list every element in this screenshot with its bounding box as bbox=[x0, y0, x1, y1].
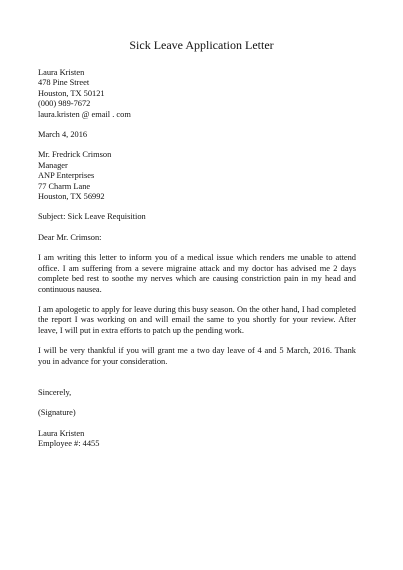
sender-email: laura.kristen @ email . com bbox=[38, 109, 131, 119]
signature-placeholder: (Signature) bbox=[38, 408, 76, 418]
sender-name: Laura Kristen bbox=[38, 68, 85, 77]
letter-body bbox=[38, 68, 356, 450]
recipient-name: Mr. Fredrick Crimson bbox=[38, 150, 112, 160]
salutation: Dear Mr. Crimson: bbox=[38, 232, 102, 242]
subject-line: Subject: Sick Leave Requisition bbox=[38, 212, 146, 222]
body-paragraph-2: I am apologetic to apply for leave during this busy season. On the other hand, I had completed the report I was working on and will email the same to you shortly for your review. After leave, I will put in extra efforts to patch up the pending work. bbox=[38, 304, 356, 335]
recipient-address bbox=[38, 150, 356, 202]
recipient-company: ANP Enterprises bbox=[38, 171, 95, 181]
sender-street: 478 Pine Street bbox=[38, 78, 90, 88]
sender-phone: (000) 989-7672 bbox=[38, 99, 91, 109]
recipient-city: Houston, TX 56992 bbox=[38, 192, 105, 202]
letter-date: March 4, 2016 bbox=[38, 130, 88, 140]
closing: Sincerely, bbox=[38, 387, 72, 397]
recipient-title: Manager bbox=[38, 160, 68, 170]
page-title: Sick Leave Application Letter bbox=[129, 38, 274, 52]
sender-city: Houston, TX 50121 bbox=[38, 88, 105, 98]
recipient-street: 77 Charm Lane bbox=[38, 181, 91, 191]
sender-address bbox=[38, 68, 356, 120]
signer-block bbox=[38, 429, 356, 450]
signer-name: Laura Kristen bbox=[38, 428, 85, 438]
body-paragraph-1: I am writing this letter to inform you of a medical issue which renders me unable to attend office. I am suffering from a severe migraine attack and my doctor has advised me 2 days complete bed rest to soothe my nerves which are causing constriction pain in my head and continuous nausea. bbox=[38, 253, 356, 294]
body-paragraph-3: I will be very thankful if you will grant me a two day leave of 4 and 5 March, 2016. Thank you in advance for your consideration. bbox=[38, 346, 356, 366]
employee-number: Employee #: 4455 bbox=[38, 439, 100, 449]
